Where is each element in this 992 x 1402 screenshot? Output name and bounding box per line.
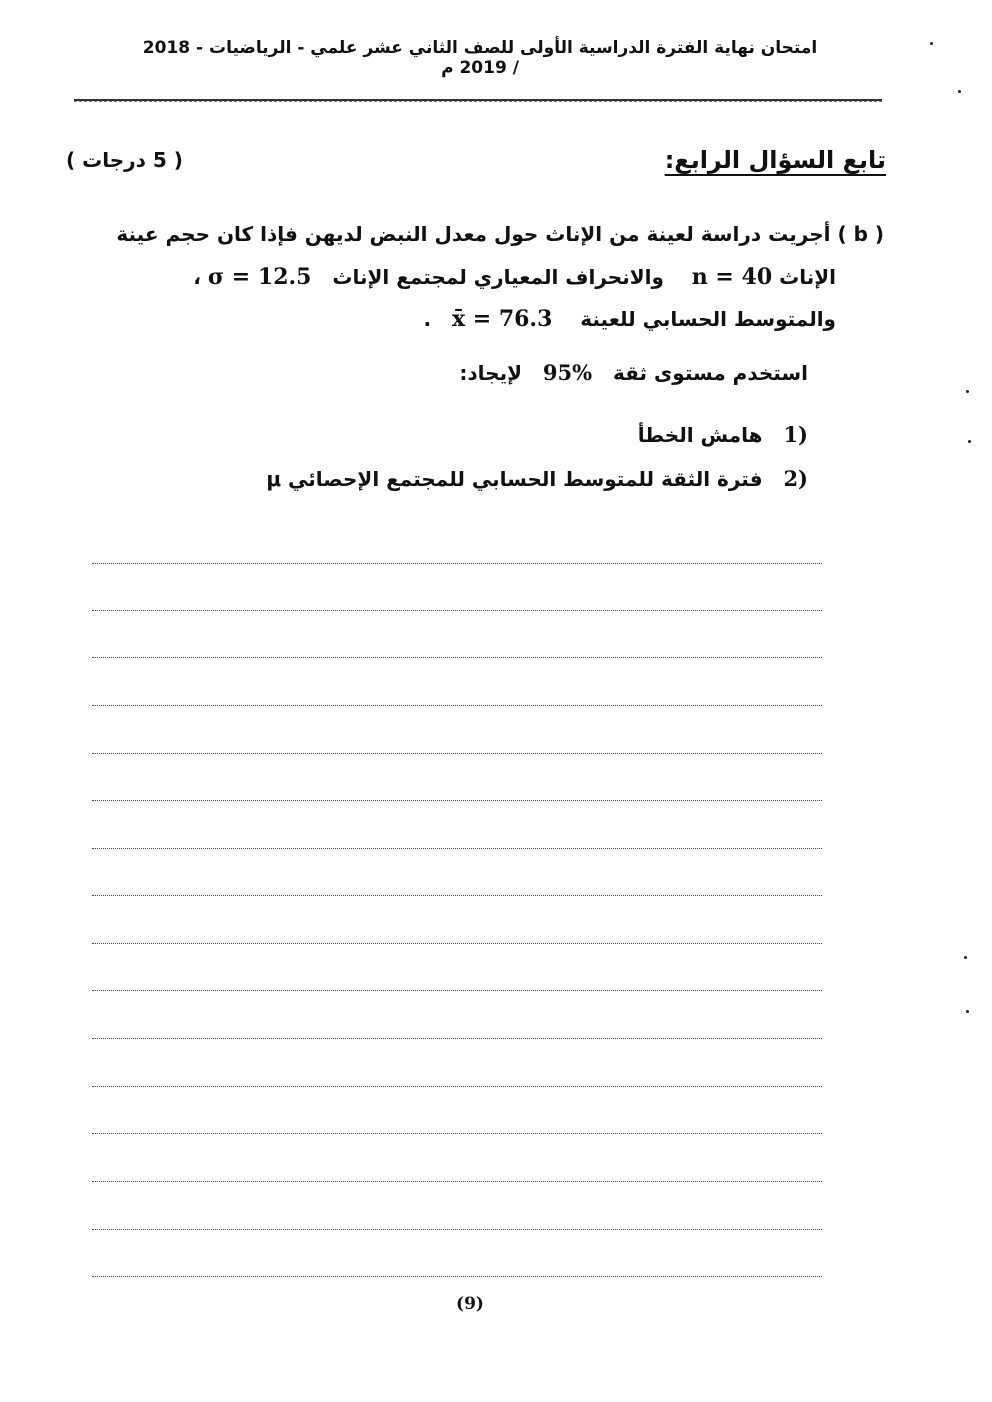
answer-line[interactable] <box>92 705 822 706</box>
problem-text-2b: والانحراف المعياري لمجتمع الإناث <box>332 265 664 289</box>
task-number: 2) <box>783 466 808 491</box>
problem-line-2 <box>193 264 836 290</box>
exam-header-title: امتحان نهاية الفترة الدراسية الأولى للصف الثاني عشر علمي - الرياضيات - 2018 / 2019 م <box>142 38 818 78</box>
answer-line[interactable] <box>92 657 822 658</box>
margin-mark <box>966 390 969 393</box>
question-heading: تابع السؤال الرابع: <box>664 146 886 174</box>
answer-line[interactable] <box>92 1038 822 1039</box>
margin-mark <box>964 956 967 959</box>
answer-line[interactable] <box>92 1181 822 1182</box>
task-item <box>638 422 808 447</box>
answer-line[interactable] <box>92 1229 822 1230</box>
answer-line[interactable] <box>92 800 822 801</box>
task-number: 1) <box>783 422 808 447</box>
problem-line-1 <box>116 222 884 246</box>
instruction-text-a: استخدم مستوى ثقة <box>612 361 808 385</box>
question-points: ( 5 درجات ) <box>66 148 183 172</box>
margin-mark <box>930 42 933 45</box>
problem-text-1: أجريت دراسة لعينة من الإناث حول معدل النبض لديهن فإذا كان حجم عينة <box>116 222 831 246</box>
answer-line[interactable] <box>92 895 822 896</box>
task-text: فترة الثقة للمتوسط الحسابي للمجتمع الإحصائي μ <box>266 467 763 491</box>
margin-mark <box>958 90 961 93</box>
answer-line[interactable] <box>92 990 822 991</box>
instruction-line <box>459 360 808 385</box>
problem-text-3: والمتوسط الحسابي للعينة <box>580 307 836 331</box>
page-number: (9) <box>456 1294 484 1314</box>
part-label: ( b ) <box>837 222 884 246</box>
answer-line[interactable] <box>92 610 822 611</box>
period-mark: . <box>423 307 432 331</box>
answer-line[interactable] <box>92 1276 822 1277</box>
sigma-expression: σ = 12.5 <box>207 264 312 290</box>
margin-mark <box>966 1010 969 1013</box>
answer-line[interactable] <box>92 943 822 944</box>
problem-text-2a: الإناث <box>779 265 836 289</box>
margin-mark <box>968 440 971 443</box>
instruction-text-b: لإيجاد: <box>459 361 522 385</box>
sample-size-expression: n = 40 <box>691 264 773 290</box>
task-text: هامش الخطأ <box>637 423 763 447</box>
answer-line[interactable] <box>92 1086 822 1087</box>
answer-line[interactable] <box>92 563 822 564</box>
header-divider <box>74 99 882 102</box>
answer-line[interactable] <box>92 1133 822 1134</box>
answer-line[interactable] <box>92 848 822 849</box>
sample-mean-expression: x̄ = 76.3 <box>451 306 553 332</box>
problem-line-3 <box>423 306 836 332</box>
confidence-level: 95% <box>542 360 593 385</box>
answer-line[interactable] <box>92 753 822 754</box>
task-item <box>266 466 808 491</box>
comma-mark: ، <box>193 265 201 289</box>
